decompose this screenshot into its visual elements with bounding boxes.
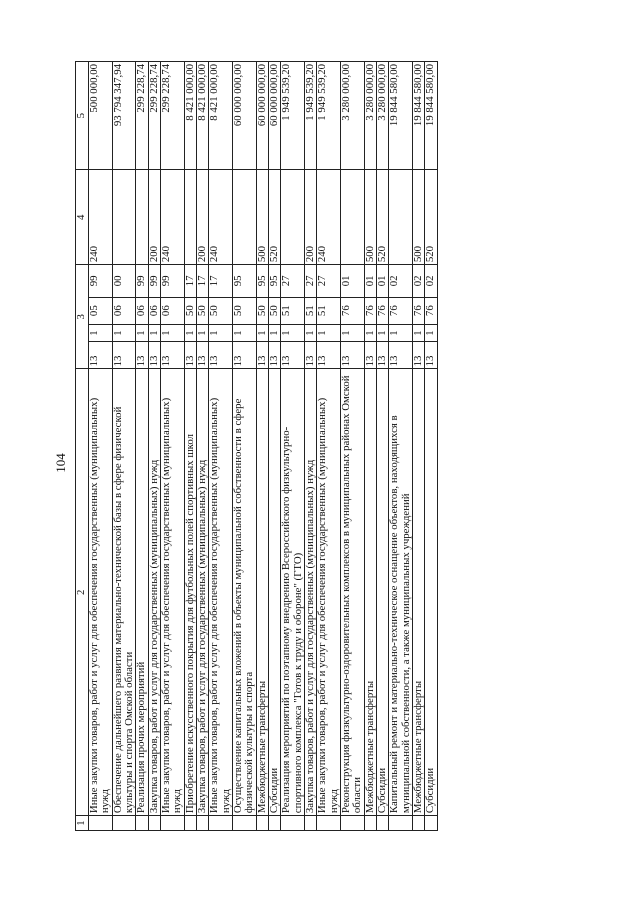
code-part-2-cell: 1 [89,324,113,342]
code-part-3-cell: 51 [317,297,341,324]
code-part-1-cell: 13 [232,342,256,369]
code-part-2-cell: 1 [232,324,256,342]
code-part-3-cell: 50 [256,297,268,324]
code-part-4-cell: 27 [304,265,316,298]
row-name-cell: Осуществление капитальных вложений в объекты муниципальной собственности в сфере физической культуры и спорта [232,369,256,816]
table-row [160,62,184,831]
budget-table [75,61,438,831]
code-part-2-cell: 1 [304,324,316,342]
code-part-2-cell: 1 [148,324,160,342]
code-part-1-cell: 13 [268,342,280,369]
amount-cell: 1 949 539,20 [281,62,305,170]
rotated-budget-table-container [75,61,625,831]
row-name-cell: Иные закупки товаров, работ и услуг для обеспечения государственных (муниципальных) нужд [89,369,113,816]
row-index-cell [112,816,136,831]
code-part-4-cell: 95 [256,265,268,298]
table-row [256,62,268,831]
code-part-1-cell: 13 [89,342,113,369]
table-row [376,62,388,831]
expense-type-cell: 240 [160,170,184,265]
row-name-cell: Межбюджетные трансферты [256,369,268,816]
code-part-1-cell: 13 [148,342,160,369]
code-part-3-cell: 06 [136,297,148,324]
amount-cell: 1 949 539,20 [317,62,341,170]
code-part-3-cell: 50 [196,297,208,324]
expense-type-cell: 520 [376,170,388,265]
amount-cell: 60 000 000,00 [232,62,256,170]
expense-type-cell: 200 [304,170,316,265]
code-part-3-cell: 51 [281,297,305,324]
code-part-1-cell: 13 [304,342,316,369]
expense-type-cell: 240 [89,170,113,265]
row-name-cell: Закупка товаров, работ и услуг для государственных (муниципальных) нужд [196,369,208,816]
row-index-cell [148,816,160,831]
code-part-2-cell: 1 [281,324,305,342]
code-part-4-cell: 17 [196,265,208,298]
amount-cell: 299 228,74 [148,62,160,170]
table-row [364,62,376,831]
code-part-2-cell: 1 [364,324,376,342]
row-name-cell: Иные закупки товаров, работ и услуг для обеспечения государственных (муниципальных) нужд [160,369,184,816]
code-part-3-cell: 76 [412,297,424,324]
table-row [148,62,160,831]
code-part-2-cell: 1 [184,324,196,342]
amount-cell: 8 421 000,00 [209,62,233,170]
code-part-2-cell: 1 [425,324,437,342]
expense-type-cell [281,170,305,265]
row-index-cell [196,816,208,831]
header-cell-4: 4 [76,170,89,265]
expense-type-cell: 200 [148,170,160,265]
row-index-cell [317,816,341,831]
row-name-cell: Капитальный ремонт и материально-техническое оснащение объектов, находящихся в муниципальной собственности, а также муниципальных учреждений [389,369,413,816]
row-index-cell [281,816,305,831]
amount-cell: 60 000 000,00 [268,62,280,170]
amount-cell: 19 844 580,00 [425,62,437,170]
code-part-4-cell: 99 [160,265,184,298]
code-part-3-cell: 06 [160,297,184,324]
table-row [196,62,208,831]
code-part-4-cell: 99 [89,265,113,298]
row-index-cell [89,816,113,831]
code-part-4-cell: 02 [425,265,437,298]
amount-cell: 19 844 580,00 [412,62,424,170]
code-part-1-cell: 13 [256,342,268,369]
header-cell-3: 3 [76,265,89,369]
code-part-3-cell: 05 [89,297,113,324]
code-part-4-cell: 01 [340,265,364,298]
code-part-1-cell: 13 [112,342,136,369]
row-index-cell [160,816,184,831]
table-row [232,62,256,831]
row-name-cell: Приобретение искусственного покрытия для футбольных полей спортивных школ [184,369,196,816]
code-part-2-cell: 1 [317,324,341,342]
code-part-1-cell: 13 [136,342,148,369]
header-cell-1: 1 [76,816,89,831]
code-part-2-cell: 1 [112,324,136,342]
row-index-cell [256,816,268,831]
code-part-3-cell: 50 [268,297,280,324]
code-part-1-cell: 13 [196,342,208,369]
row-index-cell [268,816,280,831]
amount-cell: 93 794 347,94 [112,62,136,170]
code-part-3-cell: 76 [364,297,376,324]
row-name-cell: Субсидии [425,369,437,816]
expense-type-cell [232,170,256,265]
code-part-4-cell: 27 [281,265,305,298]
table-row [340,62,364,831]
row-index-cell [425,816,437,831]
code-part-3-cell: 50 [209,297,233,324]
code-part-1-cell: 13 [209,342,233,369]
expense-type-cell: 500 [256,170,268,265]
code-part-3-cell: 76 [425,297,437,324]
code-part-3-cell: 76 [376,297,388,324]
code-part-4-cell: 99 [136,265,148,298]
code-part-2-cell: 1 [376,324,388,342]
code-part-4-cell: 95 [268,265,280,298]
expense-type-cell [136,170,148,265]
code-part-1-cell: 13 [376,342,388,369]
code-part-3-cell: 50 [232,297,256,324]
row-name-cell: Межбюджетные трансферты [412,369,424,816]
table-row [304,62,316,831]
row-name-cell: Закупка товаров, работ и услуг для государственных (муниципальных) нужд [304,369,316,816]
row-index-cell [209,816,233,831]
row-name-cell: Субсидии [376,369,388,816]
row-index-cell [232,816,256,831]
code-part-4-cell: 95 [232,265,256,298]
code-part-1-cell: 13 [364,342,376,369]
code-part-4-cell: 01 [364,265,376,298]
row-index-cell [389,816,413,831]
expense-type-cell: 520 [268,170,280,265]
table-row [268,62,280,831]
code-part-1-cell: 13 [281,342,305,369]
expense-type-cell [340,170,364,265]
expense-type-cell: 240 [209,170,233,265]
row-name-cell: Закупка товаров, работ и услуг для государственных (муниципальных) нужд [148,369,160,816]
code-part-2-cell: 1 [340,324,364,342]
row-name-cell: Субсидии [268,369,280,816]
row-index-cell [136,816,148,831]
amount-cell: 3 280 000,00 [364,62,376,170]
amount-cell: 19 844 580,00 [389,62,413,170]
row-index-cell [364,816,376,831]
expense-type-cell: 500 [364,170,376,265]
amount-cell: 8 421 000,00 [184,62,196,170]
code-part-3-cell: 06 [148,297,160,324]
code-part-4-cell: 00 [112,265,136,298]
table-row [412,62,424,831]
expense-type-cell: 240 [317,170,341,265]
row-index-cell [412,816,424,831]
table-row [209,62,233,831]
expense-type-cell [184,170,196,265]
amount-cell: 3 280 000,00 [376,62,388,170]
row-index-cell [340,816,364,831]
row-name-cell: Обеспечение дальнейшего развития материально-технической базы в сфере физической культуры и спорта Омской области [112,369,136,816]
row-index-cell [376,816,388,831]
header-row [76,62,89,831]
code-part-2-cell: 1 [389,324,413,342]
header-cell-5: 5 [76,62,89,170]
code-part-1-cell: 13 [317,342,341,369]
code-part-2-cell: 1 [196,324,208,342]
table-row [89,62,113,831]
row-name-cell: Межбюджетные трансферты [364,369,376,816]
code-part-2-cell: 1 [209,324,233,342]
page-number: 104 [53,453,68,473]
amount-cell: 3 280 000,00 [340,62,364,170]
code-part-3-cell: 51 [304,297,316,324]
expense-type-cell: 520 [425,170,437,265]
table-row [136,62,148,831]
code-part-2-cell: 1 [412,324,424,342]
code-part-4-cell: 17 [184,265,196,298]
amount-cell: 60 000 000,00 [256,62,268,170]
table-row [389,62,413,831]
code-part-2-cell: 1 [256,324,268,342]
table-row [425,62,437,831]
row-name-cell: Реализация прочих мероприятий [136,369,148,816]
code-part-2-cell: 1 [136,324,148,342]
header-cell-2: 2 [76,369,89,816]
code-part-3-cell: 76 [389,297,413,324]
code-part-2-cell: 1 [160,324,184,342]
code-part-3-cell: 50 [184,297,196,324]
code-part-2-cell: 1 [268,324,280,342]
code-part-4-cell: 02 [412,265,424,298]
table-row [112,62,136,831]
code-part-4-cell: 99 [148,265,160,298]
code-part-1-cell: 13 [184,342,196,369]
code-part-4-cell: 02 [389,265,413,298]
code-part-3-cell: 06 [112,297,136,324]
row-name-cell: Реконструкция физкультурно-оздоровительных комплексов в муниципальных районах Омской области [340,369,364,816]
row-name-cell: Иные закупки товаров, работ и услуг для обеспечения государственных (муниципальных) нужд [317,369,341,816]
code-part-4-cell: 27 [317,265,341,298]
expense-type-cell [112,170,136,265]
code-part-3-cell: 76 [340,297,364,324]
code-part-1-cell: 13 [160,342,184,369]
code-part-1-cell: 13 [425,342,437,369]
row-index-cell [184,816,196,831]
amount-cell: 8 421 000,00 [196,62,208,170]
row-name-cell: Реализация мероприятий по поэтапному внедрению Всероссийского физкультурно-спортивного комплекса "Готов к труду и обороне" (ГТО) [281,369,305,816]
row-name-cell: Иные закупки товаров, работ и услуг для обеспечения государственных (муниципальных) нужд [209,369,233,816]
amount-cell: 299 228,74 [160,62,184,170]
expense-type-cell: 200 [196,170,208,265]
amount-cell: 1 949 539,20 [304,62,316,170]
expense-type-cell [389,170,413,265]
expense-type-cell: 500 [412,170,424,265]
table-row [184,62,196,831]
amount-cell: 500 000,00 [89,62,113,170]
row-index-cell [304,816,316,831]
code-part-1-cell: 13 [340,342,364,369]
code-part-1-cell: 13 [412,342,424,369]
code-part-4-cell: 01 [376,265,388,298]
amount-cell: 299 228,74 [136,62,148,170]
table-row [281,62,305,831]
code-part-1-cell: 13 [389,342,413,369]
code-part-4-cell: 17 [209,265,233,298]
table-row [317,62,341,831]
